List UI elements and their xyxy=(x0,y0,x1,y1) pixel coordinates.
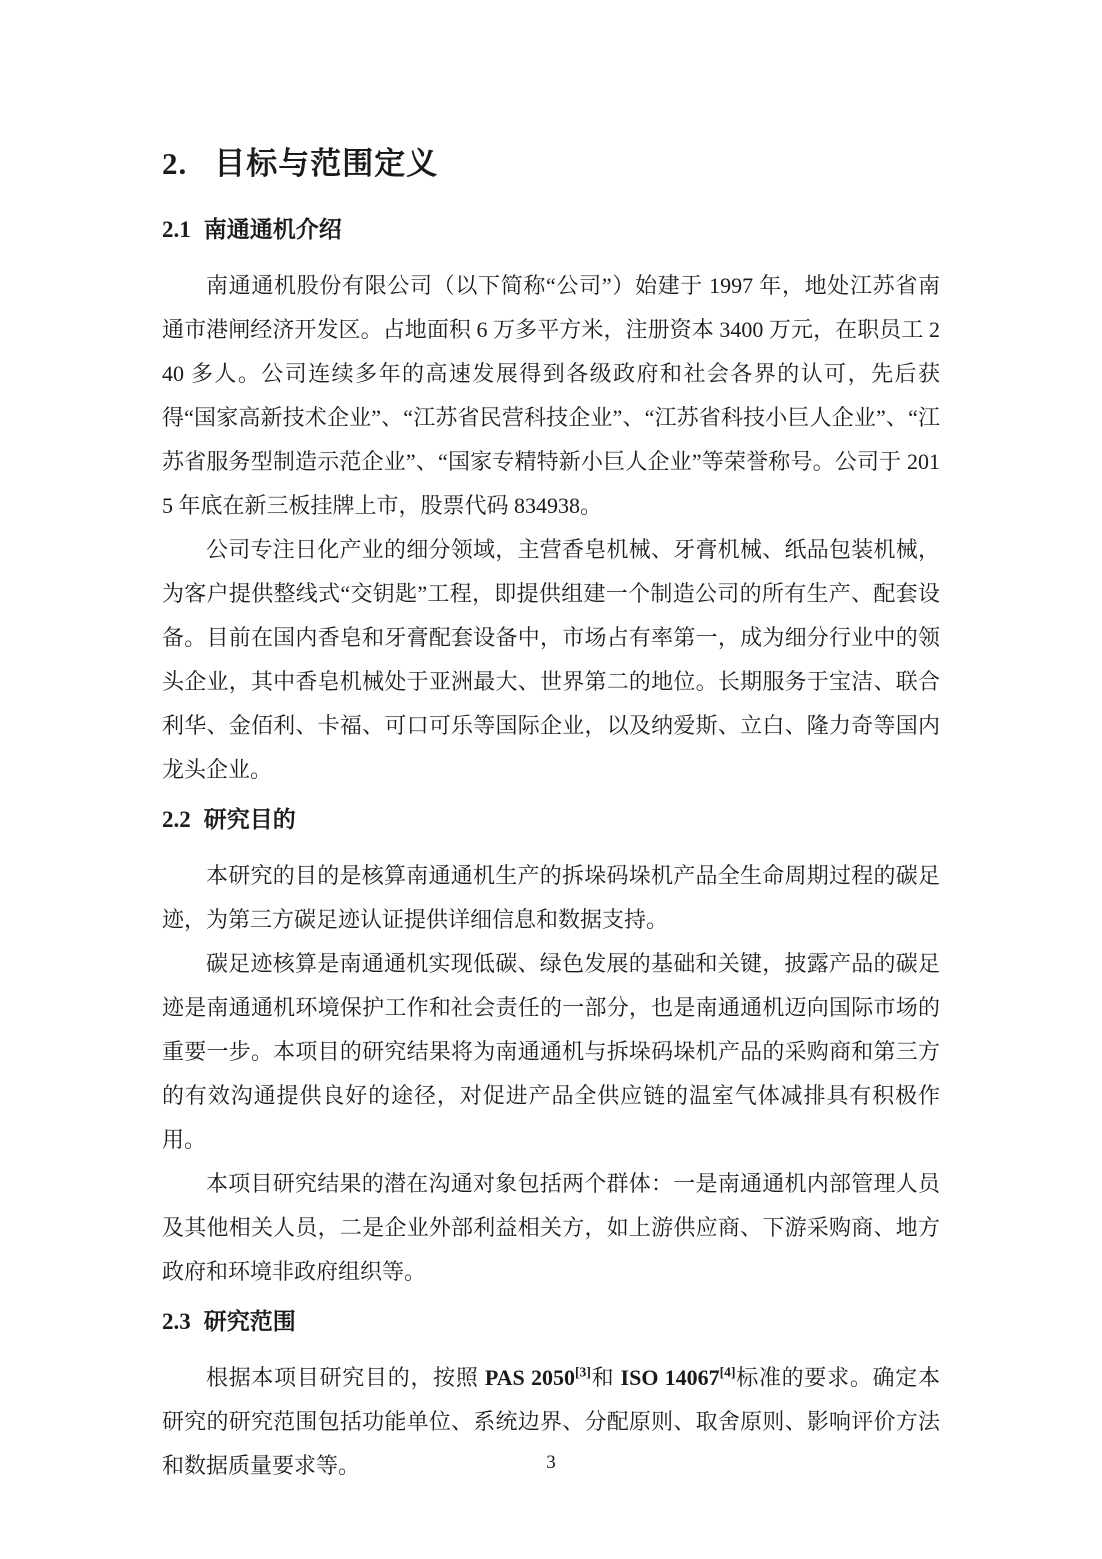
standard-name-iso14067: ISO 14067 xyxy=(620,1365,720,1390)
section-title: 目标与范围定义 xyxy=(214,146,439,181)
subsection-title: 研究范围 xyxy=(203,1309,296,1334)
text-run: 根据本项目研究目的，按照 xyxy=(206,1365,485,1390)
paragraph-company-intro-1: 南通通机股份有限公司（以下简称“公司”）始建于 1997 年，地处江苏省南通市港闸经济开发区。占地面积 6 万多平方米，注册资本 3400 万元，在职员工 240 多人。公司连续多年的高速发展得到各级政府和社会各界的认可，先后获得“国家高新技术企业”、“江苏省民营科技企业”、“江苏省科技小巨人企业”、“江苏省服务型制造示范企业”、“国家专精特新小巨人企业”等荣誉称号。公司于 2015 年底在新三板挂牌上市，股票代码 834938。 xyxy=(162,273,940,518)
subsection-title: 研究目的 xyxy=(203,807,296,832)
subsection-number: 2.3 xyxy=(162,1309,191,1334)
subsection-number: 2.1 xyxy=(162,217,191,242)
subsection-heading-2-1 xyxy=(162,216,940,244)
page-number: 3 xyxy=(546,1452,556,1473)
paragraph-purpose-3: 本项目研究结果的潜在沟通对象包括两个群体：一是南通通机内部管理人员及其他相关人员，二是企业外部利益相关方，如上游供应商、下游采购商、地方政府和环境非政府组织等。 xyxy=(162,1171,940,1284)
subsection-heading-2-3 xyxy=(162,1308,940,1336)
subsection-title: 南通通机介绍 xyxy=(203,217,342,242)
subsection-number: 2.2 xyxy=(162,807,191,832)
reference-superscript-4: [4] xyxy=(719,1364,736,1380)
text-run: 标准的要求。确定本研究的研究范围包括功能单位、系统边界、分配原则、取舍原则、影响评价方法和数据质量要求等。 xyxy=(162,1365,940,1478)
standard-name-pas2050: PAS 2050 xyxy=(484,1365,575,1390)
subsection-heading-2-2 xyxy=(162,806,940,834)
paragraph-purpose-2: 碳足迹核算是南通通机实现低碳、绿色发展的基础和关键，披露产品的碳足迹是南通通机环境保护工作和社会责任的一部分，也是南通通机迈向国际市场的重要一步。本项目的研究结果将为南通通机与拆垛码垛机产品的采购商和第三方的有效沟通提供良好的途径，对促进产品全供应链的温室气体减排具有积极作用。 xyxy=(162,951,940,1152)
section-number: 2. xyxy=(162,146,188,181)
paragraph-company-intro-2: 公司专注日化产业的细分领域，主营香皂机械、牙膏机械、纸品包装机械，为客户提供整线式“交钥匙”工程，即提供组建一个制造公司的所有生产、配套设备。目前在国内香皂和牙膏配套设备中，市场占有率第一，成为细分行业中的领头企业，其中香皂机械处于亚洲最大、世界第二的地位。长期服务于宝洁、联合利华、金佰利、卡福、可口可乐等国际企业，以及纳爱斯、立白、隆力奇等国内龙头企业。 xyxy=(162,537,940,782)
text-run: 和 xyxy=(590,1365,621,1390)
section-heading xyxy=(162,145,940,182)
reference-superscript-3: [3] xyxy=(574,1364,591,1380)
paragraph-purpose-1: 本研究的目的是核算南通通机生产的拆垛码垛机产品全生命周期过程的碳足迹，为第三方碳足迹认证提供详细信息和数据支持。 xyxy=(162,863,940,932)
